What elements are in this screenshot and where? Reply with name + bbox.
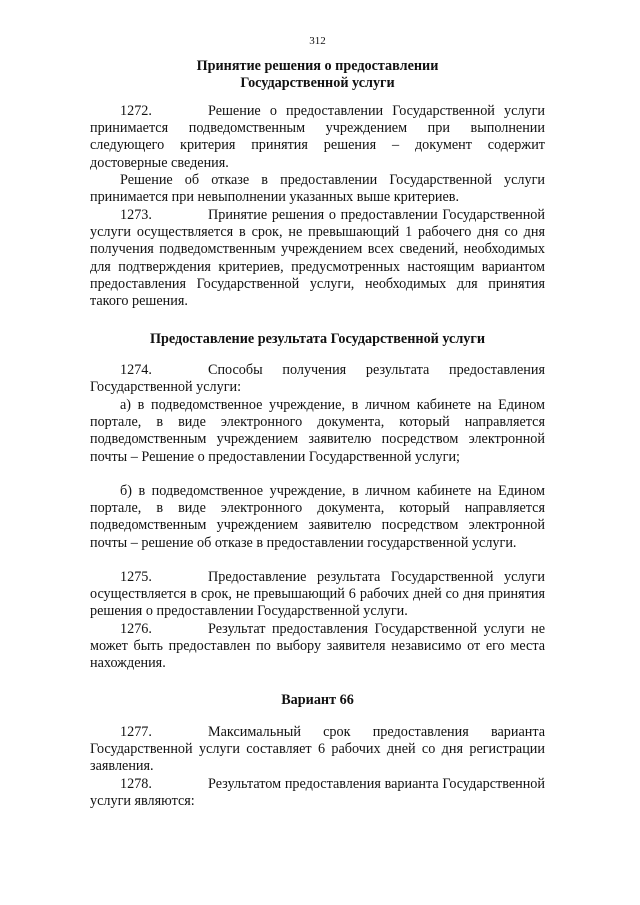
paragraph-1278 xyxy=(90,776,545,810)
paragraph-item-b: б) в подведомственное учреждение, в личном кабинете на Едином портале, в виде электронного документа, который направляется подведомственным учреждением заявителю посредством электронной почты – решение об отказе в предоставлении государственной услуги. xyxy=(90,483,545,551)
paragraph-text: Способы получения результата предоставления Государственной услуги: xyxy=(90,362,545,396)
paragraph-number: 1272. xyxy=(120,103,152,119)
paragraph-number: 1278. xyxy=(120,776,152,792)
section-heading-decision: Принятие решения о предоставлении Государственной услуги xyxy=(196,58,439,92)
paragraph-refusal: Решение об отказе в предоставлении Государственной услуги принимается при невыполнении указанных выше критериев. xyxy=(90,172,545,206)
paragraph-text: Предоставление результата Государственной услуги осуществляется в срок, не превышающий 6 рабочих дней со дня принятия решения о предоставлении Государственной услуги. xyxy=(90,569,545,620)
page-number: 312 xyxy=(309,35,326,47)
section-heading-result: Предоставление результата Государственной услуги xyxy=(149,331,486,347)
paragraph-text: Принятие решения о предоставлении Государственной услуги осуществляется в срок, не превышающий 1 рабочего дня со дня получения подведомственным учреждением всех сведений, необходимых для подтверждения критериев, предусмотренных настоящим вариантом предоставления Государственной услуги, необходимых для принятия такого решения. xyxy=(90,207,545,310)
paragraph-1275 xyxy=(90,569,545,621)
paragraph-text: Результатом предоставления варианта Государственной услуги являются: xyxy=(90,776,545,810)
paragraph-number: 1277. xyxy=(120,724,152,740)
paragraph-number: 1274. xyxy=(120,362,152,378)
paragraph-text: Решение о предоставлении Государственной услуги принимается подведомственным учреждением при выполнении следующего критерия принятия решения – документ содержит достоверные сведения. xyxy=(90,103,545,171)
paragraph-1276 xyxy=(90,621,545,673)
paragraph-1273 xyxy=(90,207,545,310)
paragraph-number: 1275. xyxy=(120,569,152,585)
section-heading-variant: Вариант 66 xyxy=(281,692,354,708)
paragraph-item-a: а) в подведомственное учреждение, в личном кабинете на Едином портале, в виде электронного документа, который направляется подведомственным учреждением заявителю посредством электронной почты – Решение о предоставлении Государственной услуги; xyxy=(90,397,545,465)
paragraph-1274 xyxy=(90,362,545,396)
paragraph-text: Результат предоставления Государственной услуги не может быть предоставлен по выбору заявителя независимо от его места нахождения. xyxy=(90,621,545,672)
paragraph-number: 1276. xyxy=(120,621,152,637)
paragraph-1272 xyxy=(90,103,545,172)
paragraph-text: Максимальный срок предоставления варианта Государственной услуги составляет 6 рабочих дней со дня регистрации заявления. xyxy=(90,724,545,775)
paragraph-number: 1273. xyxy=(120,207,152,223)
paragraph-1277 xyxy=(90,724,545,776)
